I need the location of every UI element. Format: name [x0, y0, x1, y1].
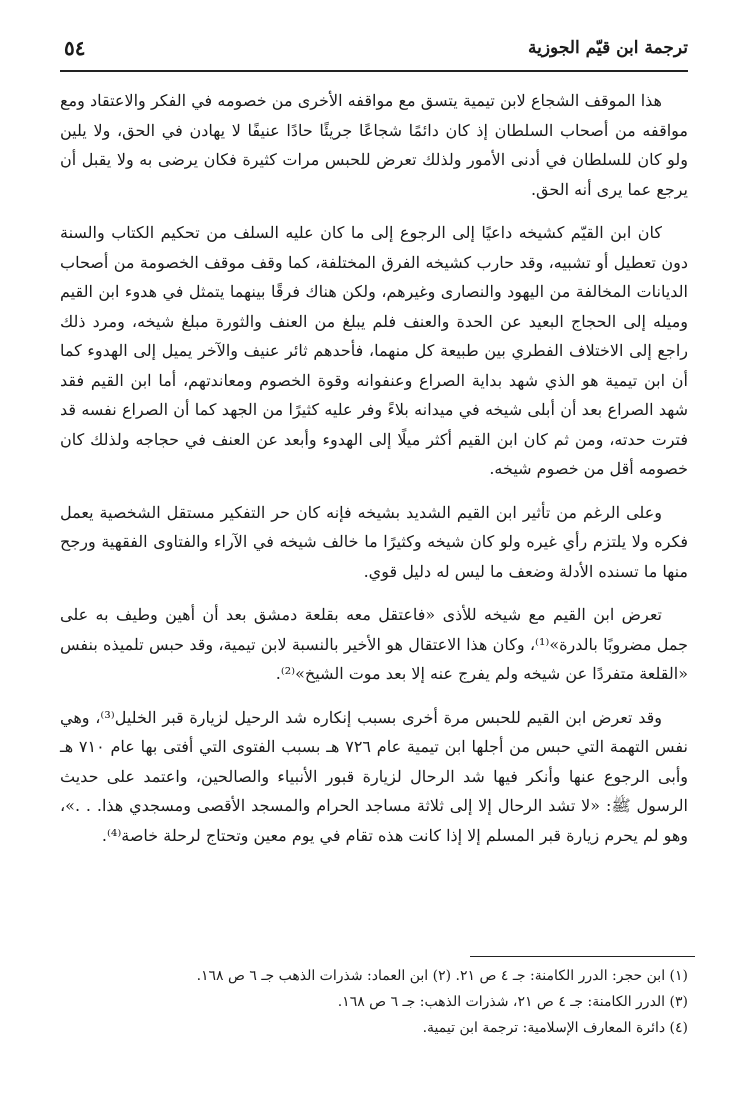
main-text — [60, 86, 688, 864]
paragraph: كان ابن القيّم كشيخه داعيًا إلى الرجوع إلى ما كان عليه السلف من تحكيم الكتاب والسنة دون تعطيل أو تشبيه، وقد حارب كشيخه الفرق المختلفة، كما وقف موقف الخصومة من أصحاب الديانات المخالفة من اليهود والنصارى وغيرهم، ولكن هناك فرقًا بينهما يتمثل في هدوء ابن القيم وميله إلى الحجاج البعيد عن الحدة والعنف فلم يبلغ من العنف والثورة مبلغ شيخه، ومرد ذلك راجع إلى الاختلاف الفطري بين طبيعة كل منهما، فأحدهم ثائر عنيف والآخر يميل إلى الهدوء كما أن ابن تيمية هو الذي شهد بداية الصراع وعنفوانه وقوة الخصوم ومعاندتهم، أما ابن القيم فقد شهد الصراع بعد أن أبلى شيخه في ميدانه بلاءً وفر عليه كثيرًا من الجهد كما أن الصراع نفسه قد فترت حدته، ومن ثم كان ابن القيم أكثر ميلًا إلى الهدوء وأبعد عن العنف في حجاجه ولذلك كان خصومه أقل من خصوم شيخه. — [60, 223, 688, 478]
paragraph: هذا الموقف الشجاع لابن تيمية يتسق مع مواقفه الأخرى من خصومه في الفكر والاعتقاد ومع مواقفه من أصحاب السلطان إذ كان دائمًا شجاعًا جريئًا حادًا عنيفًا لا يهادن في الحق، ولا يلين ولو كان للسلطان في أدنى الأمور ولذلك تعرض للحبس مرات كثيرة فكان يرضى به ولا يقبل أن يرجع عما يرى أنه الحق. — [60, 91, 688, 199]
footnotes — [60, 963, 688, 1041]
footnote: (٣) الدرر الكامنة: جـ ٤ ص ٢١، شذرات الذهب: جـ ٦ ص ١٦٨. — [337, 994, 688, 1010]
running-header — [60, 34, 688, 72]
page-number: ٥٤ — [64, 36, 86, 60]
footnote: (٤) دائرة المعارف الإسلامية: ترجمة ابن تيمية. — [422, 1020, 688, 1036]
footnote-separator — [470, 956, 695, 957]
paragraph: وعلى الرغم من تأثير ابن القيم الشديد بشيخه فإنه كان حر التفكير مستقل الشخصية يعمل فكره ولا يلتزم رأي غيره ولو كان شيخه وكثيرًا ما خالف شيخه في الآراء والفتاوى الفقهية ورجح منها ما تسنده الأدلة وضعف ما ليس له دليل قوي. — [60, 502, 688, 581]
header-title: ترجمة ابن قيّم الجوزية — [528, 38, 688, 58]
paragraph: تعرض ابن القيم مع شيخه للأذى «فاعتقل معه بقلعة دمشق بعد أن أهين وطيف به على جمل مضروبًا بالدرة»⁽¹⁾، وكان هذا الاعتقال هو الأخير بالنسبة لابن تيمية، وقد حبس تلميذه بنفس «القلعة متفردًا عن شيخه ولم يفرج عنه إلا بعد موت الشيخ»⁽²⁾. — [60, 605, 689, 683]
paragraph: وقد تعرض ابن القيم للحبس مرة أخرى بسبب إنكاره شد الرحيل لزيارة قبر الخليل⁽³⁾، وهي نفس التهمة التي حبس من أجلها ابن تيمية عام ٧٢٦ هـ بسبب الفتوى التي أفتى بها عام ٧١٠ هـ وأبى الرجوع عنها وأنكر فيها شد الرحال لزيارة قبور الأنبياء والصالحين، واعتمد على حديث الرسول ﷺ: «لا تشد الرحال إلا إلى ثلاثة مساجد الحرام والمسجد الأقصى ومسجدي هذا. . .»، وهو لم يحرم زيارة قبر المسلم إلا إذا كانت هذه تقام في يوم معين وتحتاج لرحلة خاصة⁽⁴⁾. — [60, 707, 688, 845]
footnote: (١) ابن حجر: الدرر الكامنة: جـ ٤ ص ٢١. (٢) ابن العماد: شذرات الذهب جـ ٦ ص ١٦٨. — [196, 968, 688, 984]
